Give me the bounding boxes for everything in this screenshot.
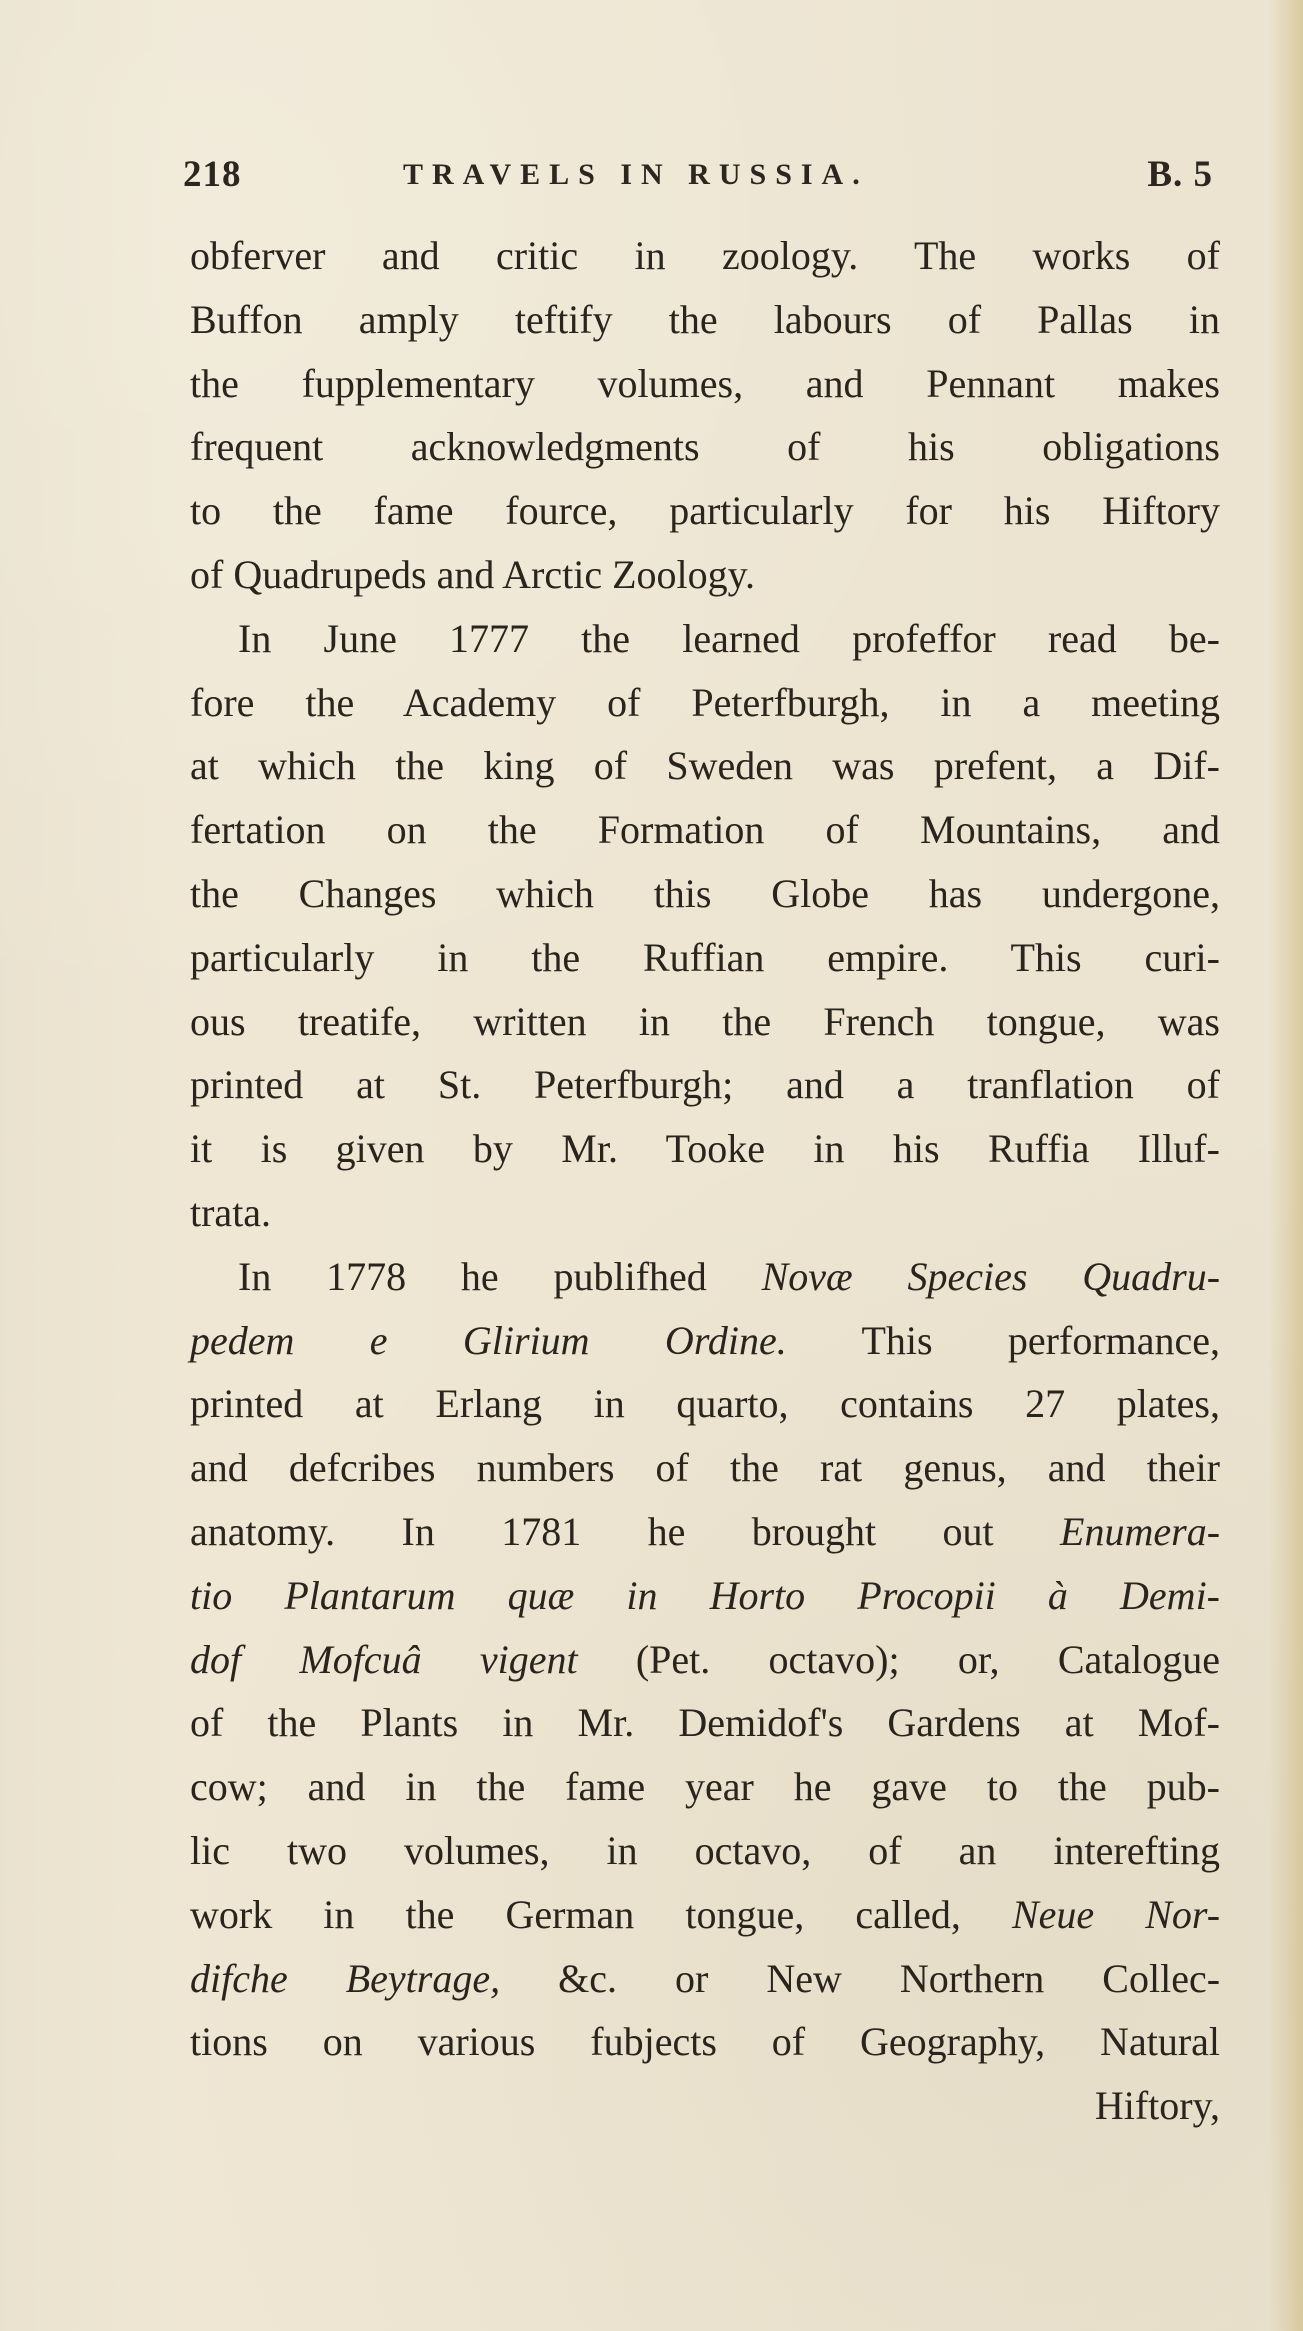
text-line-content: and defcribes numbers of the rat genus, and their [190, 1445, 1220, 1491]
text-line-content: it is given by Mr. Tooke in his Ruffia Illuf- [190, 1126, 1220, 1172]
text-line-content: at which the king of Sweden was prefent, a Dif- [190, 743, 1220, 789]
page-header [183, 150, 1213, 200]
body-text [190, 224, 1220, 2138]
text-line-content: cow; and in the fame year he gave to the pub- [190, 1764, 1220, 1810]
text-line-content: particularly in the Ruffian empire. This curi- [190, 934, 1220, 980]
text-line [190, 352, 1220, 416]
text-line [190, 1691, 1220, 1755]
text-line-content: the fupplementary volumes, and Pennant makes [190, 360, 1220, 406]
text-line [190, 1117, 1220, 1181]
text-line-content: of Quadrupeds and Arctic Zoology. [190, 551, 756, 597]
book-number: B. 5 [1147, 154, 1213, 195]
text-line-content: In 1778 he publifhed [238, 1253, 707, 1299]
text-line [190, 415, 1220, 479]
text-line [190, 1755, 1220, 1819]
text-line [190, 990, 1220, 1054]
text-line-content: frequent acknowledgments of his obligations [190, 424, 1220, 470]
text-line [190, 1564, 1220, 1628]
italic-title: difche Beytrage, [190, 1955, 501, 2001]
text-line-content: of the Plants in Mr. Demidof's Gardens at Mof- [190, 1700, 1220, 1746]
paragraph-start-line [190, 607, 1220, 671]
text-line [190, 1436, 1220, 1500]
italic-title: Novæ Species Quadru- [761, 1253, 1221, 1299]
text-line-content: printed at Erlang in quarto, contains 27 plates, [190, 1381, 1220, 1427]
text-line [190, 224, 1220, 288]
text-line-content: This performance, [861, 1317, 1221, 1363]
text-line [190, 671, 1220, 735]
text-line [190, 862, 1220, 926]
text-line [190, 1500, 1220, 1564]
italic-title: pedem e Glirium Ordine. [190, 1317, 787, 1363]
text-line [190, 1819, 1220, 1883]
text-line-content: printed at St. Peterfburgh; and a tranflation of [190, 1062, 1220, 1108]
text-line-content: work in the German tongue, called, [190, 1891, 961, 1937]
text-line [190, 734, 1220, 798]
text-line-content: lic two volumes, in octavo, of an interefting [190, 1827, 1220, 1873]
text-line [190, 288, 1220, 352]
italic-title: dof Mofcuâ vigent [190, 1636, 578, 1682]
text-line-content: ous treatife, written in the French tongue, was [190, 998, 1220, 1044]
text-line [190, 1372, 1220, 1436]
text-line [190, 1628, 1220, 1692]
text-line-content: obferver and critic in zoology. The works of [190, 233, 1220, 278]
page-number: 218 [183, 154, 242, 195]
italic-title: Neue Nor- [1011, 1891, 1221, 1937]
text-line-content: fertation on the Formation of Mountains, and [190, 807, 1220, 853]
catchword-text: Hiftory, [1094, 2083, 1220, 2129]
text-line [190, 543, 1220, 607]
catchword [190, 2074, 1220, 2138]
text-line [190, 798, 1220, 862]
text-line [190, 1309, 1220, 1373]
text-line [190, 479, 1220, 543]
text-line [190, 1947, 1220, 2011]
page-edge-shadow [1269, 0, 1303, 2331]
text-line-content: to the fame fource, particularly for his Hiftory [190, 488, 1220, 534]
text-line-content: (Pet. octavo); or, Catalogue [635, 1636, 1220, 1682]
text-line-content: tions on various fubjects of Geography, Natural [190, 2019, 1220, 2065]
text-line [190, 1181, 1220, 1245]
text-line [190, 1883, 1220, 1947]
text-line [190, 926, 1220, 990]
text-line-content: fore the Academy of Peterfburgh, in a meeting [190, 679, 1220, 725]
text-line-content: trata. [190, 1189, 272, 1235]
text-line-content: the Changes which this Globe has undergone, [190, 870, 1220, 916]
italic-title: tio Plantarum quæ in Horto Procopii à Demi- [190, 1572, 1220, 1618]
text-line-content: Buffon amply teftify the labours of Pallas in [190, 296, 1220, 342]
text-line [190, 2010, 1220, 2074]
text-line-content: anatomy. In 1781 he brought out [190, 1508, 994, 1554]
paragraph-start-line [190, 1245, 1220, 1309]
text-line-content: In June 1777 the learned profeffor read be- [238, 615, 1220, 661]
running-title: TRAVELS IN RUSSIA. [403, 158, 869, 191]
text-line [190, 1053, 1220, 1117]
italic-title: Enumera- [1060, 1508, 1221, 1554]
text-line-content: &c. or New Northern Collec- [558, 1955, 1221, 2001]
